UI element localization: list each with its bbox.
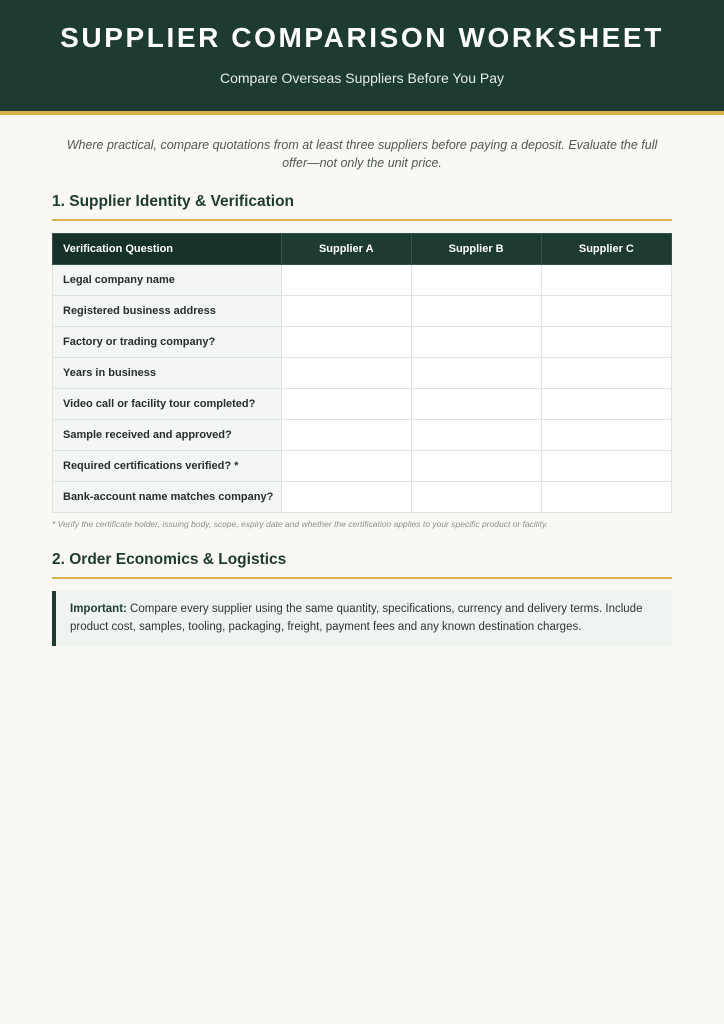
supplier-a-cell[interactable] [282,265,412,296]
question-cell: Years in business [53,358,282,389]
supplier-b-cell[interactable] [411,482,541,513]
supplier-b-cell[interactable] [411,358,541,389]
question-cell: Video call or facility tour completed? [53,389,282,420]
supplier-b-cell[interactable] [411,265,541,296]
column-header: Supplier C [541,234,671,265]
page-subtitle: Compare Overseas Suppliers Before You Pay [219,70,505,86]
supplier-b-cell[interactable] [411,420,541,451]
supplier-c-cell[interactable] [541,482,671,513]
page-title: SUPPLIER COMPARISON WORKSHEET [60,22,664,53]
question-cell: Registered business address [53,296,282,327]
table-row [53,327,672,358]
supplier-b-cell[interactable] [411,327,541,358]
supplier-c-cell[interactable] [541,389,671,420]
supplier-a-cell[interactable] [282,296,412,327]
supplier-b-cell[interactable] [411,296,541,327]
question-cell: Factory or trading company? [53,327,282,358]
question-cell: Legal company name [53,265,282,296]
supplier-c-cell[interactable] [541,296,671,327]
supplier-b-cell[interactable] [411,451,541,482]
section-title-identity: 1. Supplier Identity & Verification [52,193,672,221]
supplier-c-cell[interactable] [541,265,671,296]
supplier-a-cell[interactable] [282,358,412,389]
table-row [53,482,672,513]
table-header-row [53,234,672,265]
supplier-c-cell[interactable] [541,327,671,358]
callout-text: Compare every supplier using the same quantity, specifications, currency and delivery terms. Include product cost, samples, tooling, packaging, freight, payment fees and any known destination charges. [70,603,643,633]
table-row [53,451,672,482]
column-header: Verification Question [53,234,282,265]
page-header [0,0,724,115]
verification-table [52,233,672,513]
supplier-a-cell[interactable] [282,389,412,420]
section-title-economics: 2. Order Economics & Logistics [52,551,672,579]
supplier-b-cell[interactable] [411,389,541,420]
intro-text: Where practical, compare quotations from at least three suppliers before paying a deposit. Evaluate the full offer—not only the unit price. [66,138,658,170]
supplier-c-cell[interactable] [541,420,671,451]
important-callout [52,591,672,646]
supplier-c-cell[interactable] [541,358,671,389]
supplier-a-cell[interactable] [282,327,412,358]
column-header: Supplier B [411,234,541,265]
supplier-a-cell[interactable] [282,451,412,482]
question-cell: Bank-account name matches company? [53,482,282,513]
table-row [53,389,672,420]
table-row [53,296,672,327]
column-header: Supplier A [282,234,412,265]
certification-footnote: * Verify the certificate holder, issuing body, scope, expiry date and whether the certification applies to your specific product or facility. [52,519,548,529]
question-cell: Required certifications verified? * [53,451,282,482]
table-row [53,420,672,451]
verification-table-body [53,265,672,513]
supplier-a-cell[interactable] [282,482,412,513]
table-row [53,358,672,389]
worksheet-content [0,136,724,646]
supplier-a-cell[interactable] [282,420,412,451]
supplier-c-cell[interactable] [541,451,671,482]
callout-lead: Important: [70,603,127,615]
question-cell: Sample received and approved? [53,420,282,451]
table-row [53,265,672,296]
